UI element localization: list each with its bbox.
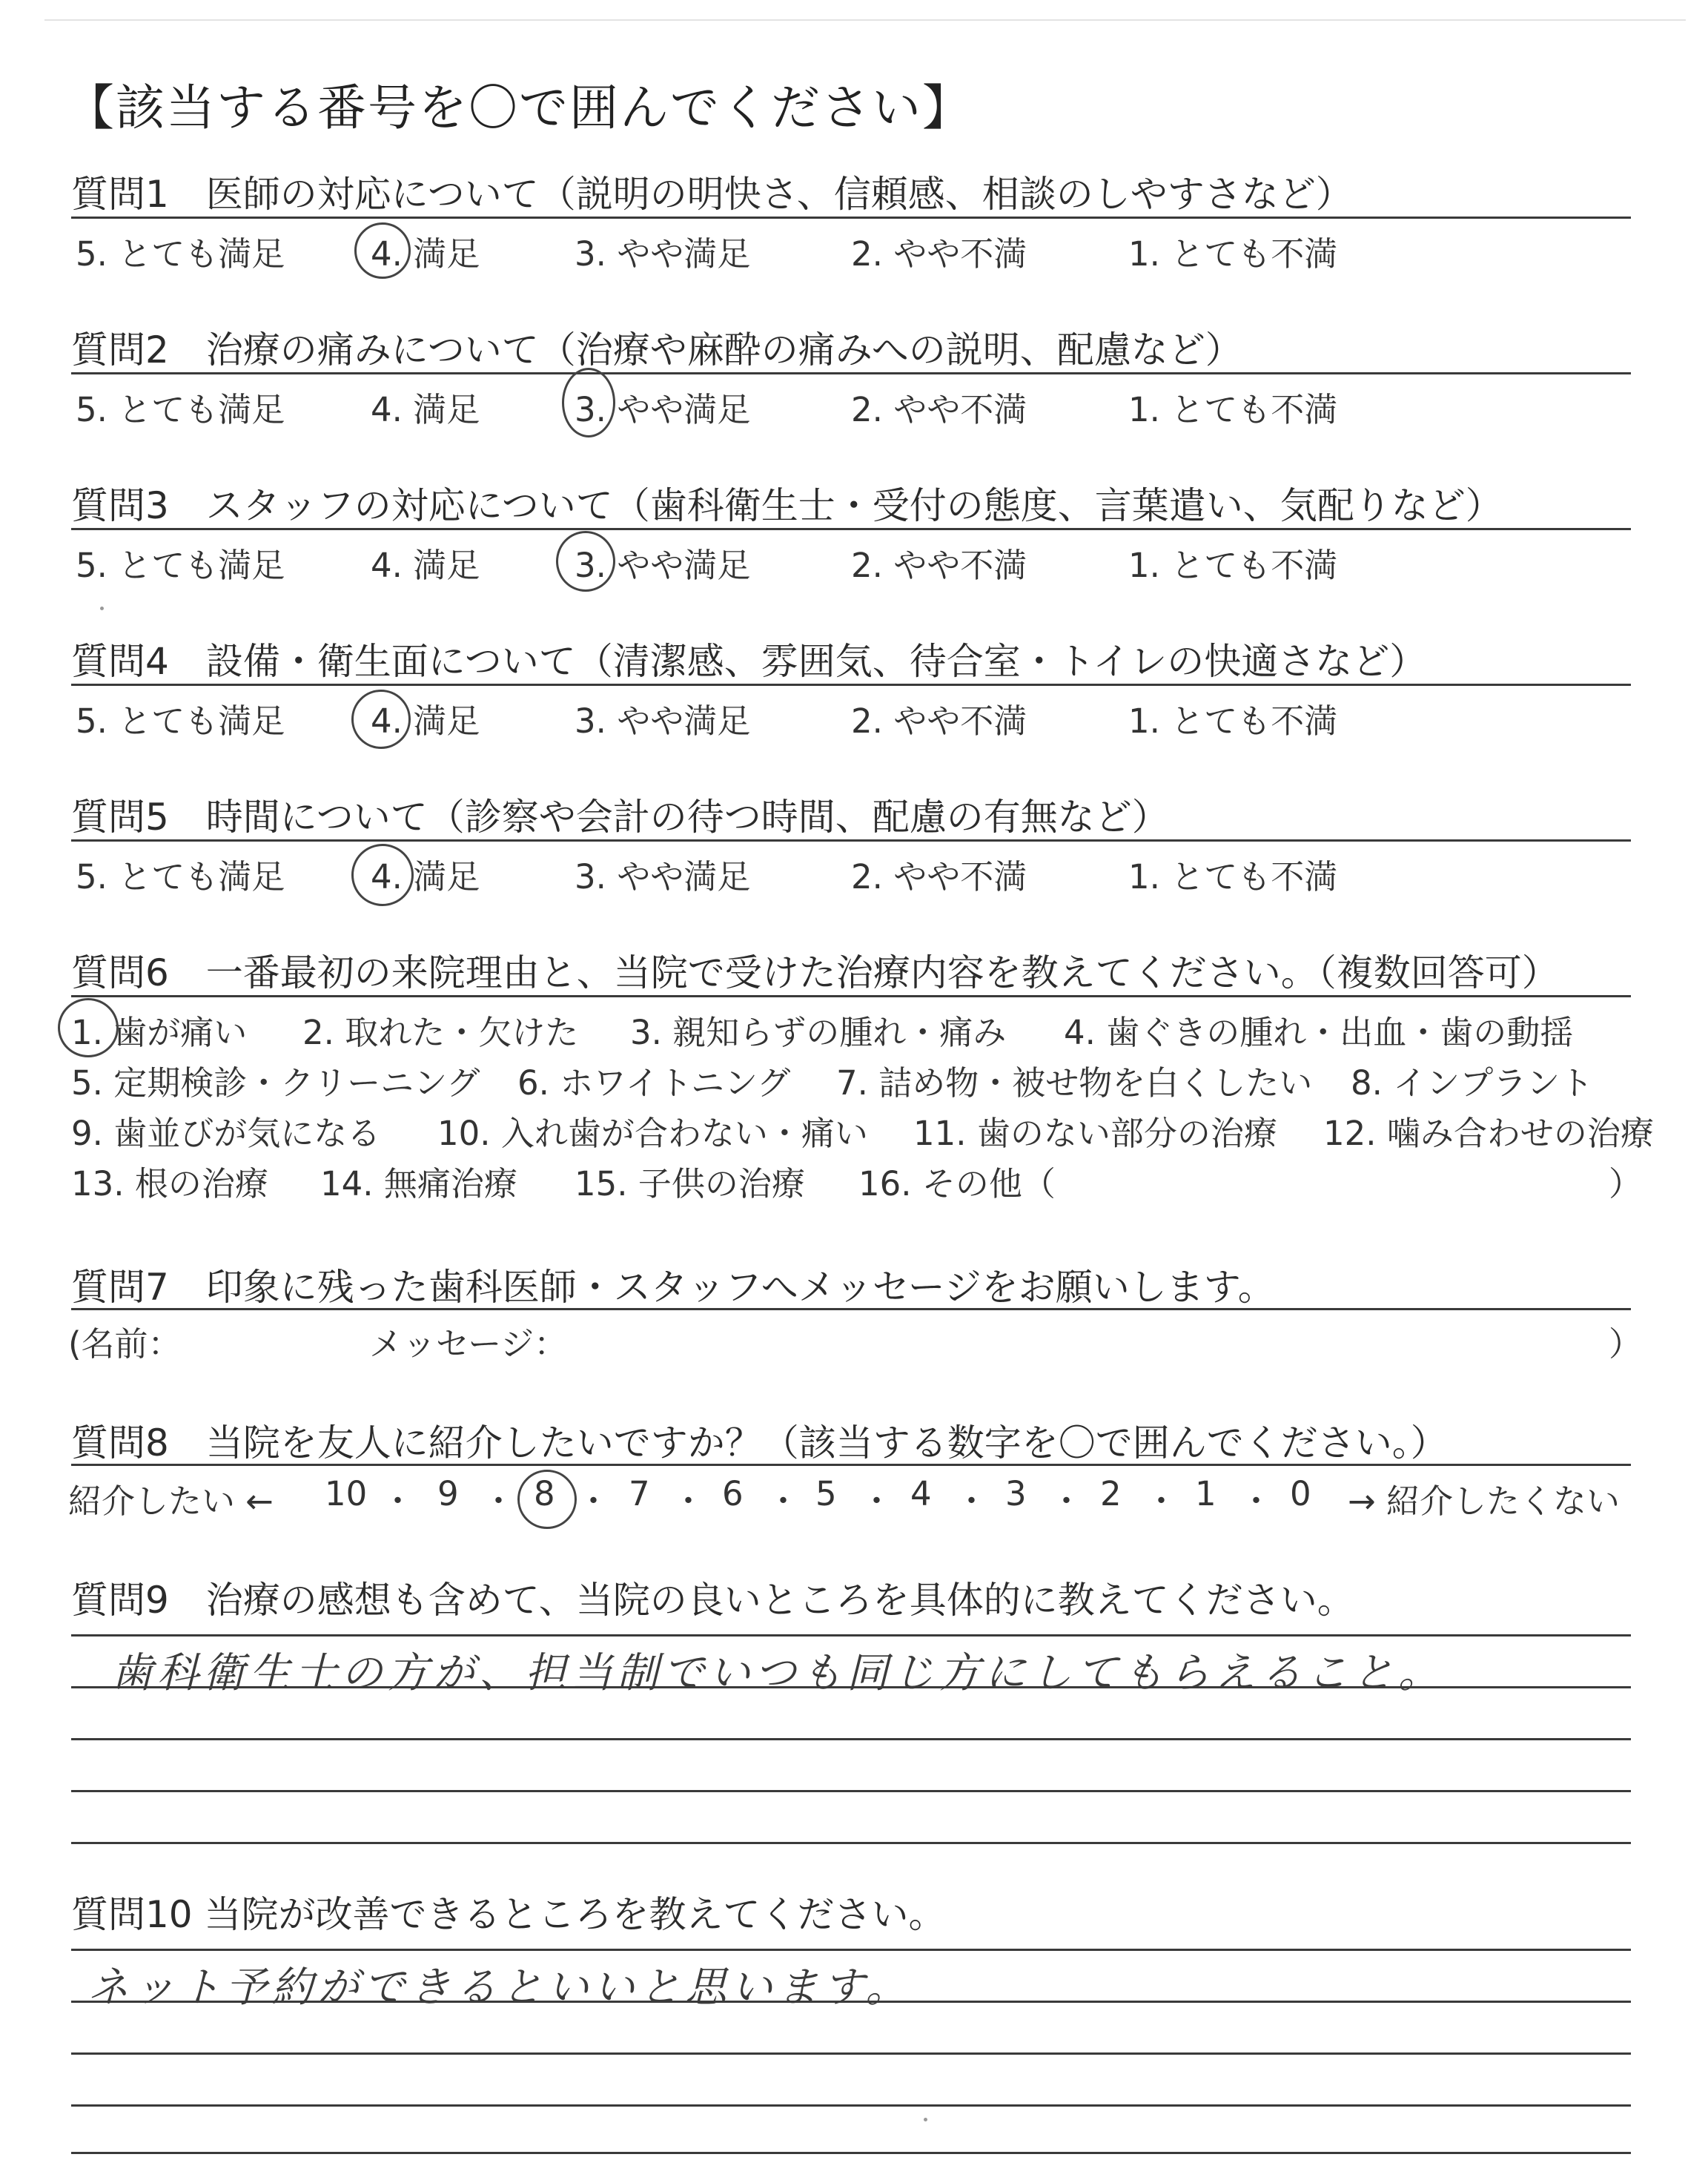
question-3-title: 質問3 スタッフの対応について（歯科衛生士・受付の態度、言葉遣い、気配りなど） xyxy=(71,484,1503,527)
q5-option-4[interactable]: 4. 満足 xyxy=(371,857,480,896)
q8-scale-7[interactable]: 7 xyxy=(629,1474,650,1513)
q5-option-3[interactable]: 3. やや満足 xyxy=(575,857,751,896)
q8-separator: ・ xyxy=(672,1482,706,1521)
q3-option-5[interactable]: 5. とても満足 xyxy=(76,546,285,585)
question-9-line-1 xyxy=(71,1634,1631,1636)
question-4-rule xyxy=(71,684,1631,686)
question-8-title: 質問8 当院を友人に紹介したいですか？（該当する数字を〇で囲んでください。） xyxy=(71,1421,1448,1464)
q2-option-3[interactable]: 3. やや満足 xyxy=(575,390,751,429)
q4-option-4[interactable]: 4. 満足 xyxy=(371,701,480,741)
q6-option-4[interactable]: 4. 歯ぐきの腫れ・出血・歯の動揺 xyxy=(1064,1013,1574,1052)
q6-option-10[interactable]: 10. 入れ歯が合わない・痛い xyxy=(437,1114,868,1153)
q6-selection-circle xyxy=(58,998,119,1057)
question-9-title: 質問9 治療の感想も含めて、当院の良いところを具体的に教えてください。 xyxy=(71,1579,1354,1622)
q1-option-2[interactable]: 2. やや不満 xyxy=(851,234,1027,274)
q6-option-3[interactable]: 3. 親知らずの腫れ・痛み xyxy=(630,1013,1007,1052)
q7-name-label: (名前： xyxy=(68,1324,182,1364)
q8-scale-2[interactable]: 2 xyxy=(1100,1474,1122,1513)
question-3-rule xyxy=(71,528,1631,530)
q6-option-6[interactable]: 6. ホワイトニング xyxy=(517,1063,791,1103)
scan-speck xyxy=(100,607,104,610)
q8-scale-4[interactable]: 4 xyxy=(910,1474,932,1513)
q6-option-7[interactable]: 7. 詰め物・被せ物を白くしたい xyxy=(836,1063,1313,1103)
q6-option-12[interactable]: 12. 噛み合わせの治療 xyxy=(1323,1114,1654,1153)
q1-selection-circle xyxy=(354,222,411,279)
q3-option-2[interactable]: 2. やや不満 xyxy=(851,546,1027,585)
q6-option-14[interactable]: 14. 無痛治療 xyxy=(320,1164,517,1203)
q10-handwritten-answer[interactable]: ネット予約ができるといいと思います。 xyxy=(87,1964,912,2012)
question-10-line-3 xyxy=(71,2052,1631,2055)
q8-left-label: 紹介したい ← xyxy=(68,1482,274,1521)
q8-scale-9[interactable]: 9 xyxy=(437,1474,459,1513)
question-2-title: 質問2 治療の痛みについて（治療や麻酔の痛みへの説明、配慮など） xyxy=(71,328,1242,371)
question-9-line-3 xyxy=(71,1738,1631,1740)
q6-option-16-close: ） xyxy=(1609,1164,1643,1203)
q3-option-3[interactable]: 3. やや満足 xyxy=(575,546,751,585)
question-10-line-5 xyxy=(71,2152,1631,2154)
q8-scale-8[interactable]: 8 xyxy=(534,1474,555,1513)
q5-option-5[interactable]: 5. とても満足 xyxy=(76,857,285,896)
question-8-rule xyxy=(71,1464,1631,1466)
question-10-title: 質問10 当院が改善できるところを教えてください。 xyxy=(71,1893,946,1936)
q7-close-paren: ） xyxy=(1609,1324,1643,1364)
question-7-rule xyxy=(71,1308,1631,1310)
question-9-line-2 xyxy=(71,1686,1631,1688)
q6-option-8[interactable]: 8. インプラント xyxy=(1351,1063,1594,1103)
question-5-rule xyxy=(71,839,1631,842)
q4-option-5[interactable]: 5. とても満足 xyxy=(76,701,285,741)
question-7-title: 質問7 印象に残った歯科医師・スタッフへメッセージをお願いします。 xyxy=(71,1266,1275,1309)
q6-option-2[interactable]: 2. 取れた・欠けた xyxy=(302,1013,579,1052)
q8-separator: ・ xyxy=(955,1482,989,1521)
question-10-line-4 xyxy=(71,2104,1631,2107)
q4-selection-circle xyxy=(351,690,411,749)
question-1-rule xyxy=(71,217,1631,219)
q6-option-11[interactable]: 11. 歯のない部分の治療 xyxy=(913,1114,1277,1153)
q5-selection-circle xyxy=(351,844,414,906)
q8-separator: ・ xyxy=(860,1482,894,1521)
q1-option-1[interactable]: 1. とても不満 xyxy=(1128,234,1338,274)
q8-right-label: → 紹介したくない xyxy=(1348,1482,1621,1521)
q1-option-4[interactable]: 4. 満足 xyxy=(371,234,480,274)
q8-selection-circle xyxy=(517,1470,577,1529)
question-1-title: 質問1 医師の対応について（説明の明快さ、信頼感、相談のしやすさなど） xyxy=(71,173,1353,216)
question-5-title: 質問5 時間について（診察や会計の待つ時間、配慮の有無など） xyxy=(71,796,1169,839)
q3-option-4[interactable]: 4. 満足 xyxy=(371,546,480,585)
q8-separator: ・ xyxy=(1050,1482,1084,1521)
question-9-line-4 xyxy=(71,1790,1631,1792)
q8-scale-0[interactable]: 0 xyxy=(1290,1474,1311,1513)
q2-selection-circle xyxy=(562,368,615,437)
q2-option-4[interactable]: 4. 満足 xyxy=(371,390,480,429)
q8-scale-6[interactable]: 6 xyxy=(722,1474,744,1513)
q6-option-9[interactable]: 9. 歯並びが気になる xyxy=(71,1114,381,1153)
question-10-line-2 xyxy=(71,2001,1631,2003)
q8-separator: ・ xyxy=(482,1482,516,1521)
q6-option-13[interactable]: 13. 根の治療 xyxy=(71,1164,268,1203)
scan-top-edge xyxy=(44,19,1686,21)
q3-selection-circle xyxy=(556,531,615,592)
q8-separator: ・ xyxy=(1145,1482,1179,1521)
q8-separator: ・ xyxy=(577,1482,611,1521)
question-6-title: 質問6 一番最初の来院理由と、当院で受けた治療内容を教えてください。（複数回答可） xyxy=(71,951,1559,994)
q2-option-2[interactable]: 2. やや不満 xyxy=(851,390,1027,429)
q9-handwritten-answer[interactable]: 歯科衛生士の方が、担当制でいつも同じ方にしてもらえること。 xyxy=(111,1649,1444,1697)
q6-option-16[interactable]: 16. その他（ xyxy=(858,1164,1056,1203)
question-10-line-1 xyxy=(71,1949,1631,1951)
q8-scale-3[interactable]: 3 xyxy=(1005,1474,1027,1513)
page-title: 【該当する番号を〇で囲んでください】 xyxy=(65,79,973,136)
q8-separator: ・ xyxy=(1239,1482,1274,1521)
q6-option-1[interactable]: 1. 歯が痛い xyxy=(71,1013,248,1052)
q4-option-3[interactable]: 3. やや満足 xyxy=(575,701,751,741)
q8-separator: ・ xyxy=(767,1482,801,1521)
q8-scale-1[interactable]: 1 xyxy=(1195,1474,1217,1513)
q2-option-5[interactable]: 5. とても満足 xyxy=(76,390,285,429)
q5-option-1[interactable]: 1. とても不満 xyxy=(1128,857,1338,896)
q6-option-5[interactable]: 5. 定期検診・クリーニング xyxy=(71,1063,480,1103)
q1-option-5[interactable]: 5. とても満足 xyxy=(76,234,285,274)
q8-scale-5[interactable]: 5 xyxy=(815,1474,837,1513)
q3-option-1[interactable]: 1. とても不満 xyxy=(1128,546,1338,585)
q1-option-3[interactable]: 3. やや満足 xyxy=(575,234,751,274)
q4-option-1[interactable]: 1. とても不満 xyxy=(1128,701,1338,741)
q6-option-15[interactable]: 15. 子供の治療 xyxy=(575,1164,805,1203)
question-9-line-5 xyxy=(71,1842,1631,1844)
q2-option-1[interactable]: 1. とても不満 xyxy=(1128,390,1338,429)
q7-message-label: メッセージ： xyxy=(369,1324,568,1364)
q8-separator: ・ xyxy=(381,1482,415,1521)
q8-scale-10[interactable]: 10 xyxy=(325,1474,368,1513)
scan-speck xyxy=(924,2118,927,2121)
question-2-rule xyxy=(71,372,1631,374)
q4-option-2[interactable]: 2. やや不満 xyxy=(851,701,1027,741)
question-4-title: 質問4 設備・衛生面について（清潔感、雰囲気、待合室・トイレの快適さなど） xyxy=(71,640,1427,683)
question-6-rule xyxy=(71,995,1631,997)
q5-option-2[interactable]: 2. やや不満 xyxy=(851,857,1027,896)
